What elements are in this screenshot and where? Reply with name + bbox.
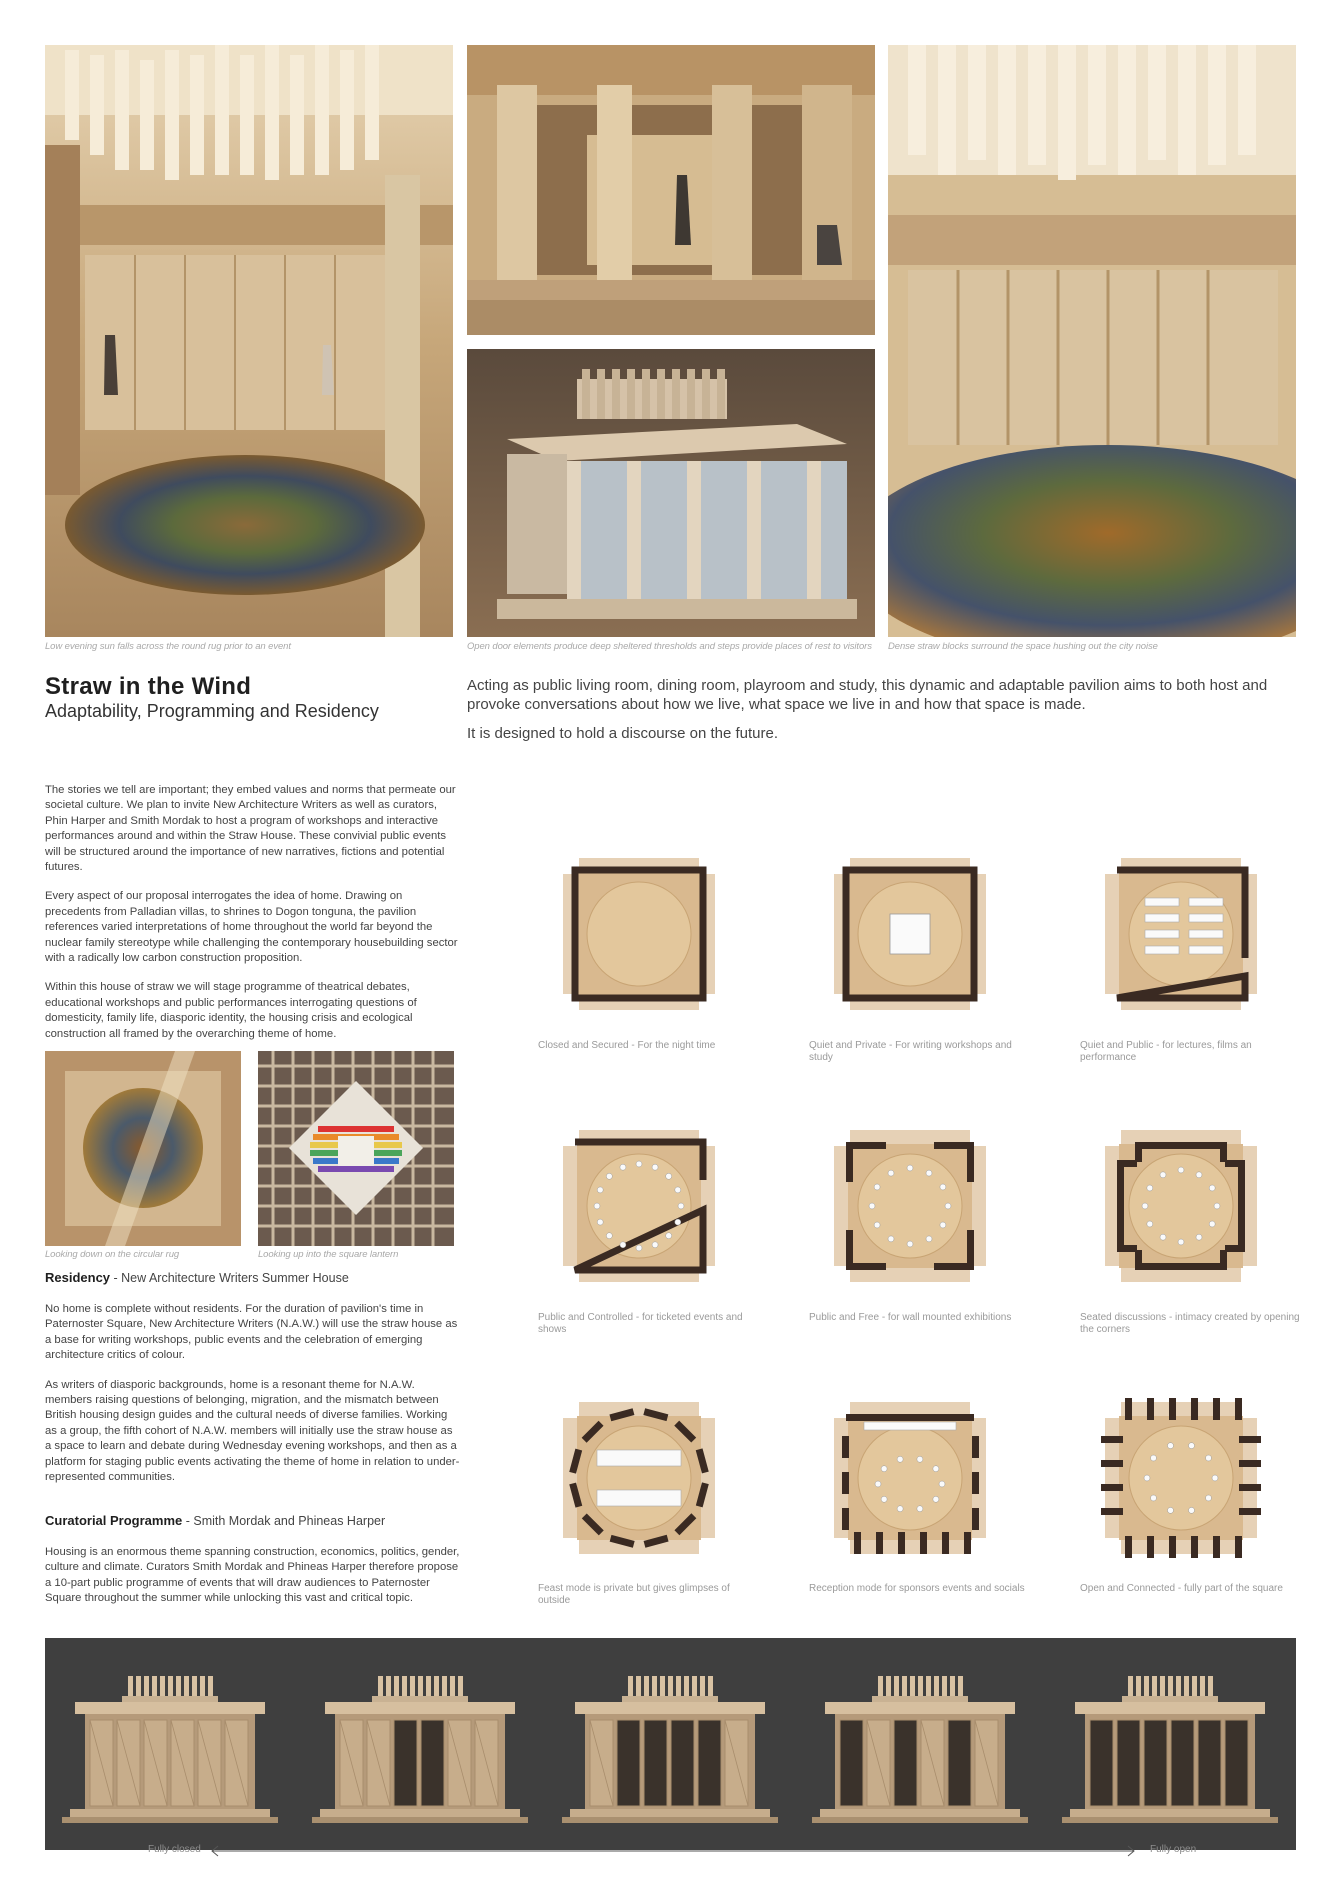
elevation-model bbox=[562, 1676, 778, 1823]
plan-diagram bbox=[553, 1120, 725, 1292]
plan-caption: Seated discussions - intimacy created by opening the corners bbox=[1080, 1312, 1300, 1335]
plan-drawing bbox=[1095, 848, 1267, 1020]
elevation-model bbox=[312, 1676, 528, 1823]
photo-square-lantern bbox=[258, 1051, 454, 1246]
curatorial-subtitle: - Smith Mordak and Phineas Harper bbox=[182, 1514, 386, 1528]
curatorial-heading bbox=[45, 1513, 385, 1528]
body-paragraph: Every aspect of our proposal interrogates the idea of home. Drawing on precedents from Palladian villas, to shrines to Dogon tonguna, the pavilion references varied interpretations of home throughout the world far beyond the nuclear family stereotype while challenging the contemporary housebuilding sector with a radically low carbon construction proposition. bbox=[45, 890, 458, 965]
plan-diagram bbox=[1095, 1120, 1267, 1292]
plan-diagram bbox=[1095, 1392, 1267, 1564]
plan-caption: Feast mode is private but gives glimpses of outside bbox=[538, 1583, 730, 1606]
curatorial-paragraph: Housing is an enormous theme spanning construction, economics, politics, gender, culture and climate. Curators Smith Mordak and Phineas Harper therefore propose a 10-part public programme of events that will draw audiences to Paternoster Square throughout the summer while unlocking this vast and critical topic. bbox=[45, 1546, 460, 1605]
page-subtitle: Adaptability, Programming and Residency bbox=[45, 701, 379, 721]
plan-drawing bbox=[553, 848, 725, 1020]
plan-diagram bbox=[824, 1392, 996, 1564]
plan-caption: Quiet and Public - for lectures, films an performance bbox=[1080, 1040, 1252, 1063]
page-title: Straw in the Wind bbox=[45, 673, 252, 700]
fully-open-label: Fully open bbox=[1150, 1844, 1197, 1855]
residency-subtitle: - New Architecture Writers Summer House bbox=[110, 1271, 349, 1285]
curatorial-title: Curatorial Programme bbox=[45, 1513, 183, 1528]
photo-caption-middle: Open door elements produce deep sheltered thresholds and steps provide places of rest to visitors bbox=[467, 641, 872, 652]
photo-pavilion-model bbox=[467, 349, 875, 637]
plan-caption: Public and Free - for wall mounted exhibitions bbox=[809, 1312, 1012, 1323]
plan-caption: Public and Controlled - for ticketed events and shows bbox=[538, 1312, 743, 1335]
body-paragraph: The stories we tell are important; they embed values and norms that permeate our societal culture. We plan to invite New Architecture Writers as well as curators, Phin Harper and Smith Mordak to host a program of workshops and interactive performances around and within the Straw House. These convivial public events will be structured around the importance of new narratives, fictions and potential futures. bbox=[45, 784, 456, 874]
plan-caption: Reception mode for sponsors events and socials bbox=[809, 1583, 1025, 1594]
plan-caption: Quiet and Private - For writing workshops and study bbox=[809, 1040, 1012, 1063]
plan-drawing bbox=[824, 1392, 996, 1564]
photo-caption-rug: Looking down on the circular rug bbox=[45, 1249, 180, 1260]
elevation-model bbox=[62, 1676, 278, 1823]
residency-paragraph: As writers of diasporic backgrounds, home is a resonant theme for N.A.W. members raising questions of belonging, migration, and the mismatch between British housing design guides and the cultural needs of diverse families. Working as a group, the fifth cohort of N.A.W. members will initially use the straw house as a space to learn and debate during Wednesday evening workshops, and then as a platform for staging public events activating the theme of home in relation to under-represented communities. bbox=[45, 1378, 460, 1484]
plan-diagram bbox=[553, 848, 725, 1020]
photo-caption-right: Dense straw blocks surround the space hushing out the city noise bbox=[888, 641, 1158, 652]
body-text bbox=[45, 783, 460, 1056]
closed-to-open-arrow bbox=[208, 1844, 1138, 1858]
photo-interior-rug bbox=[45, 45, 453, 637]
residency-text bbox=[45, 1302, 460, 1499]
plan-drawing bbox=[1095, 1392, 1267, 1564]
elevation-model bbox=[812, 1676, 1028, 1823]
plan-drawing bbox=[824, 848, 996, 1020]
plan-diagram bbox=[824, 848, 996, 1020]
residency-title: Residency bbox=[45, 1270, 111, 1285]
plan-drawing bbox=[1095, 1120, 1267, 1292]
curatorial-text bbox=[45, 1545, 460, 1621]
plan-diagram bbox=[1095, 848, 1267, 1020]
plan-drawing bbox=[553, 1392, 725, 1564]
plan-drawing bbox=[553, 1120, 725, 1292]
plan-diagram bbox=[824, 1120, 996, 1292]
fully-closed-label: Fully closed bbox=[148, 1844, 201, 1855]
residency-paragraph: No home is complete without residents. For the duration of pavilion's time in Paternoster Square, New Architecture Writers (N.A.W.) will use the straw house as a base for writing workshops, public events and the celebration of emerging architecture critics of colour. bbox=[45, 1303, 458, 1362]
photo-caption-left: Low evening sun falls across the round rug prior to an event bbox=[45, 641, 291, 652]
plan-drawing bbox=[824, 1120, 996, 1292]
elevation-model bbox=[1062, 1676, 1278, 1823]
photo-straw-walls bbox=[888, 45, 1296, 637]
elevation-models bbox=[45, 1638, 1296, 1850]
elevation-strip bbox=[45, 1638, 1296, 1850]
plan-caption: Open and Connected - fully part of the square bbox=[1080, 1583, 1283, 1594]
residency-heading bbox=[45, 1270, 349, 1285]
plan-caption: Closed and Secured - For the night time bbox=[538, 1040, 716, 1051]
plan-diagram bbox=[553, 1392, 725, 1564]
photo-caption-lantern: Looking up into the square lantern bbox=[258, 1249, 399, 1260]
intro-paragraph: Acting as public living room, dining room, playroom and study, this dynamic and adaptable pavilion aims to both host and provoke conversations about how we live, what space we live in and how that space is made. bbox=[467, 677, 1268, 713]
intro-paragraph: It is designed to hold a discourse on the future. bbox=[467, 725, 779, 742]
body-paragraph: Within this house of straw we will stage programme of theatrical debates, educational workshops and public performances interrogating questions of domesticity, family life, diasporic identity, the housing crisis and ecological construction all framed by the overarching theme of home. bbox=[45, 981, 417, 1040]
intro-text bbox=[467, 676, 1293, 753]
photo-circular-rug bbox=[45, 1051, 241, 1246]
photo-door-thresholds bbox=[467, 45, 875, 335]
